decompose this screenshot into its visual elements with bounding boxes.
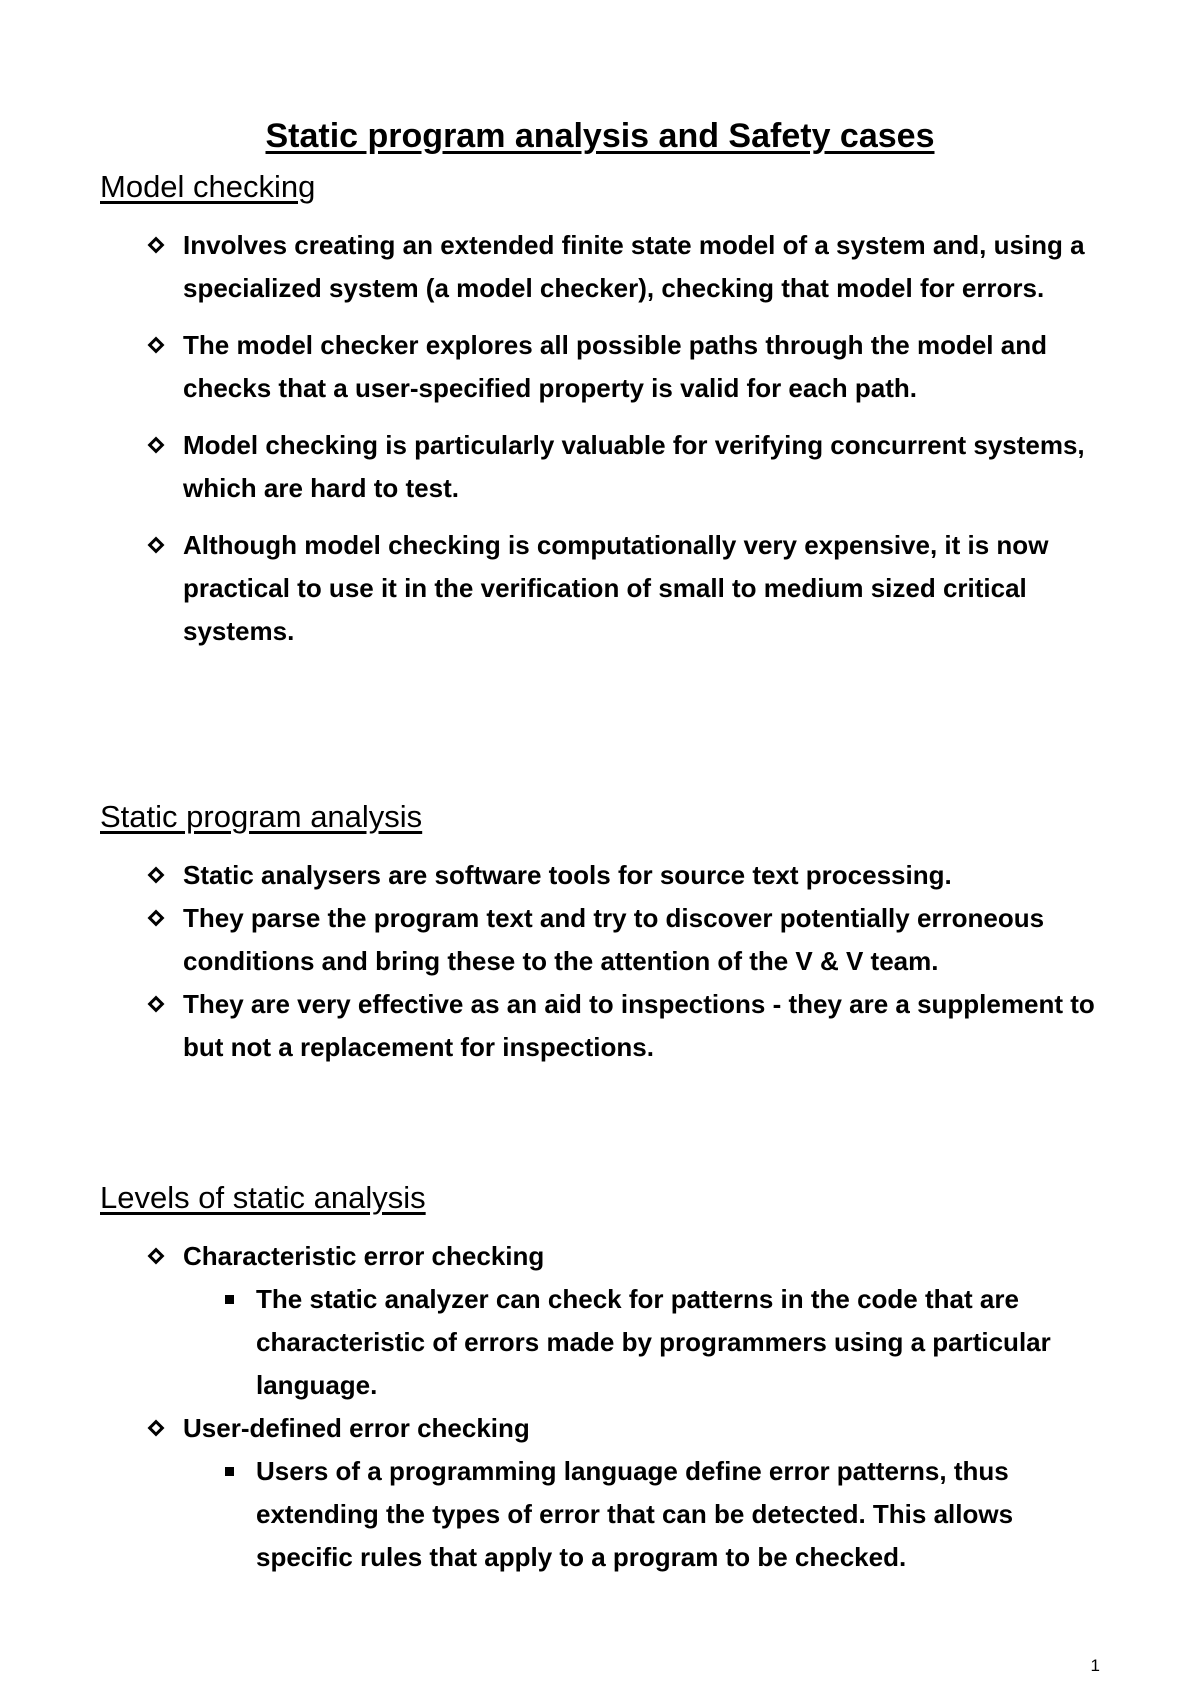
diamond-bullet-icon <box>148 437 165 454</box>
diamond-bullet-icon <box>148 237 165 254</box>
page-title: Static program analysis and Safety cases <box>265 117 935 155</box>
sub-list-item-text: Users of a programming language define error patterns, thus extending the types of error that can be detected. This allows specific rules that apply to a program to be checked. <box>256 1456 1014 1572</box>
square-bullet-icon <box>225 1295 234 1304</box>
sub-list-item <box>183 1450 1100 1579</box>
list-item <box>100 524 1100 653</box>
square-bullet-icon <box>225 1467 234 1476</box>
bullet-list <box>100 224 1100 653</box>
list-item <box>100 897 1100 983</box>
list-item <box>100 1407 1100 1579</box>
section-heading: Static program analysis <box>100 799 423 834</box>
section-heading: Model checking <box>100 169 316 204</box>
list-item-text: They are very effective as an aid to inspections - they are a supplement to but not a replacement for inspections. <box>183 989 1095 1062</box>
sub-bullet-list <box>183 1278 1100 1407</box>
section-heading: Levels of static analysis <box>100 1180 426 1215</box>
list-item-text: User-defined error checking <box>183 1413 530 1443</box>
sub-list-item-text: The static analyzer can check for patterns in the code that are characteristic of errors made by programmers using a particular language. <box>256 1284 1051 1400</box>
list-item <box>100 324 1100 410</box>
sub-bullet-list <box>183 1450 1100 1579</box>
list-item-text: Characteristic error checking <box>183 1241 545 1271</box>
diamond-bullet-icon <box>148 1420 165 1437</box>
list-item <box>100 854 1100 897</box>
list-item-text: Model checking is particularly valuable for verifying concurrent systems, which are hard to test. <box>183 430 1085 503</box>
list-item <box>100 983 1100 1069</box>
diamond-bullet-icon <box>148 867 165 884</box>
diamond-bullet-icon <box>148 1248 165 1265</box>
section-levels-of-static-analysis <box>100 1179 1100 1579</box>
diamond-bullet-icon <box>148 537 165 554</box>
list-item-text: Involves creating an extended finite state model of a system and, using a specialized system (a model checker), checking that model for errors. <box>183 230 1085 303</box>
sub-list-item <box>183 1278 1100 1407</box>
list-item-text: Although model checking is computationally very expensive, it is now practical to use it in the verification of small to medium sized critical systems. <box>183 530 1049 646</box>
list-item <box>100 224 1100 310</box>
section-model-checking <box>100 168 1100 667</box>
list-item-text: The model checker explores all possible paths through the model and checks that a user-specified property is valid for each path. <box>183 330 1047 403</box>
diamond-bullet-icon <box>148 996 165 1013</box>
section-static-program-analysis <box>100 798 1100 1069</box>
list-item <box>100 1235 1100 1407</box>
bullet-list <box>100 1235 1100 1579</box>
list-item-text: They parse the program text and try to discover potentially erroneous conditions and bring these to the attention of the V & V team. <box>183 903 1045 976</box>
diamond-bullet-icon <box>148 910 165 927</box>
list-item <box>100 424 1100 510</box>
list-item-text: Static analysers are software tools for source text processing. <box>183 860 952 890</box>
bullet-list <box>100 854 1100 1069</box>
diamond-bullet-icon <box>148 337 165 354</box>
page-number: 1 <box>1090 1656 1100 1675</box>
